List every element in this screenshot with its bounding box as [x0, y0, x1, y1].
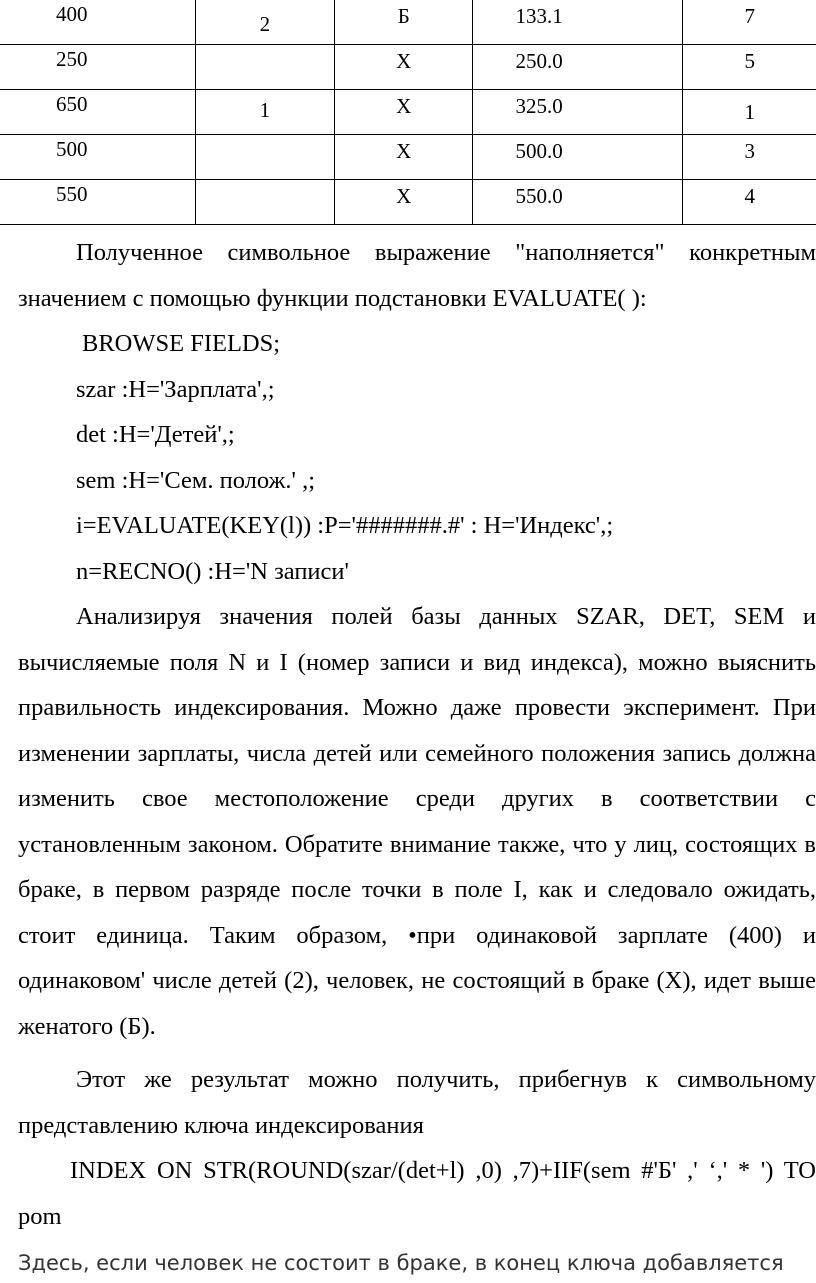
paragraph-symbolic-key: Этот же результат можно получить, прибегнув к символьному представлению ключа индексирования — [18, 1066, 816, 1139]
table-row — [0, 180, 816, 225]
code-line: i=EVALUATE(KEY(l)) :Р='#######.#' : Н='Индекс',; — [76, 512, 614, 539]
table-cell: 4 — [683, 180, 816, 225]
table-cell: Б — [335, 0, 473, 45]
table-cell: Х — [335, 180, 473, 225]
code-line: sem :Н='Сем. полож.' ,; — [76, 466, 316, 494]
paragraph-evaluate-intro: Полученное символьное выражение "наполняется" конкретным значением с помощью функции подстановки EVALUATE( ): — [18, 239, 816, 312]
table-cell: 550.0 — [473, 180, 683, 225]
table-cell: 650 — [0, 90, 195, 135]
table-cell-text: 1 — [744, 100, 755, 124]
code-line: det :Н='Детей',; — [76, 421, 235, 448]
table-row — [0, 45, 816, 90]
table-cell: 5 — [683, 45, 816, 90]
table-cell: 325.0 — [473, 90, 683, 135]
table-cell — [195, 0, 334, 45]
table-row — [0, 0, 816, 45]
table-cell — [195, 45, 334, 90]
table-cell: 7 — [683, 0, 816, 45]
table-cell — [195, 180, 334, 225]
table-cell: 550 — [0, 180, 195, 225]
table-cell: 3 — [683, 135, 816, 180]
table-row — [0, 90, 816, 135]
table-cell — [195, 90, 334, 135]
table-cell-text: 1 — [259, 98, 271, 122]
table-cell — [683, 90, 816, 135]
code-line: BROWSE FIELDS; — [82, 330, 281, 357]
table-cell: 250.0 — [473, 45, 683, 90]
code-line: szar :Н='Зарплата',; — [76, 375, 275, 403]
table-cell-text: 2 — [259, 12, 271, 36]
paragraph-index-command: INDEX ON STR(ROUND(szar/(det+l) ,0) ,7)+IIF(sem #'Б' ,' ‘,' * ') TO pom — [18, 1157, 816, 1230]
code-line: n=RECNO() :Н='N записи' — [76, 557, 349, 585]
table-cell: Х — [335, 135, 473, 180]
document-body — [18, 230, 816, 1283]
paragraph-analysis: Анализируя значения полей базы данных SZAR, DET, SEM и вычисляемые поля N и I (номер записи и вид индекса), можно выяснить правильность индексирования. Можно даже провести эксперимент. При изменении зарплаты, числа детей или семейного положения запись должна изменить свое местоположение среди других в соответствии с установленным законом. Обратите внимание также, что у лиц, состоящих в браке, в первом разряде после точки в поле I, как и следовало ожидать, стоит единица. Таким образом, •при одинаковой зарплате (400) и одинаковом' числе детей (2), человек, не состоящий в браке (Х), идет выше женатого (Б). — [18, 603, 816, 1040]
table-cell — [195, 135, 334, 180]
data-table — [0, 0, 816, 225]
table-cell: 500 — [0, 135, 195, 180]
table-cell: 133.1 — [473, 0, 683, 45]
table-cell: 250 — [0, 45, 195, 90]
paragraph-continuation: Здесь, если человек не состоит в браке, в конец ключа добавляется — [18, 1251, 784, 1275]
table-row — [0, 135, 816, 180]
table-cell: 400 — [0, 0, 195, 45]
table-cell: Х — [335, 90, 473, 135]
table-cell: Х — [335, 45, 473, 90]
table-cell: 500.0 — [473, 135, 683, 180]
